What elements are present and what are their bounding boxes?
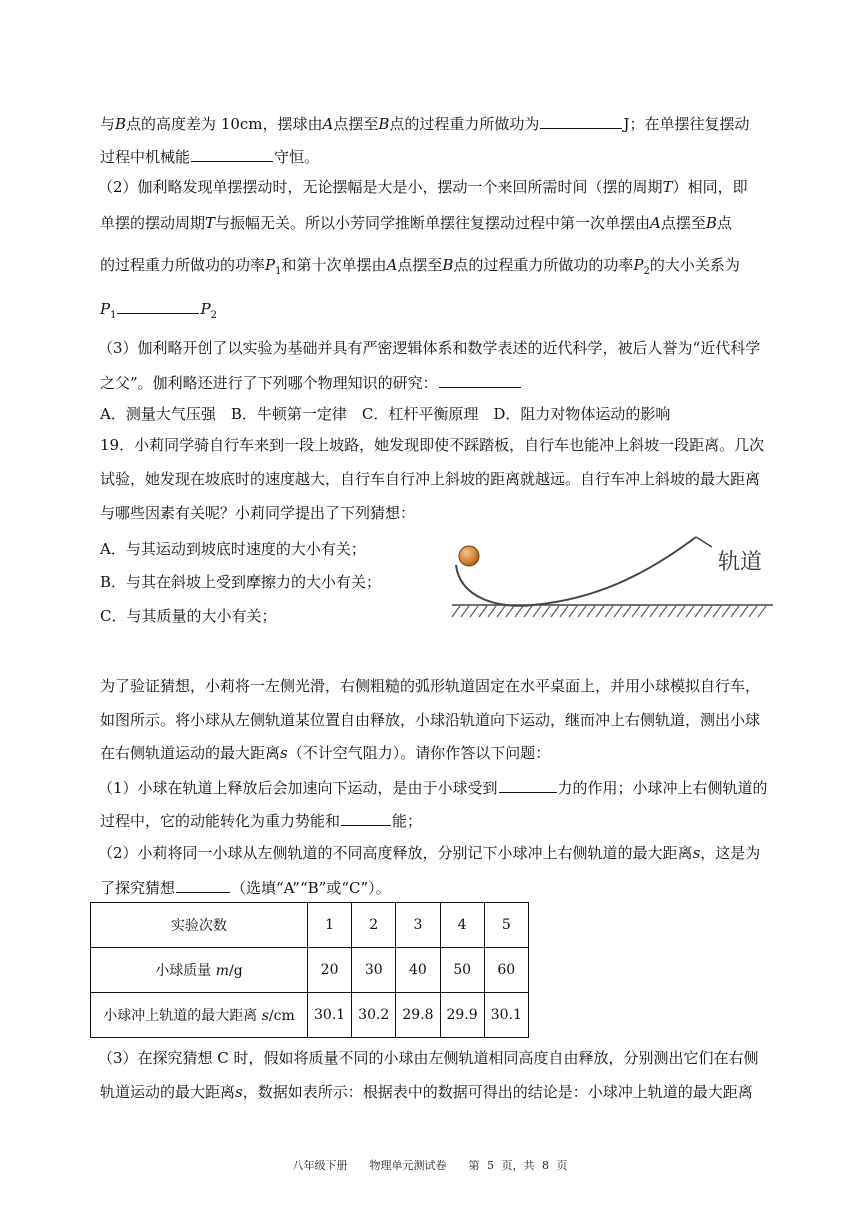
- ball: [459, 546, 479, 566]
- track-label: 轨道: [718, 550, 763, 575]
- table-cell: 2: [352, 903, 396, 948]
- table-row: [91, 903, 529, 948]
- question-19-line-3: 与哪些因素有关呢？小莉同学提出了下列猜想：: [100, 504, 416, 522]
- table-cell: 60: [484, 948, 528, 993]
- question-18-2-line-1: （2）伽利略发现单摆摆动时，无论摆幅是大是小，摆动一个来回所需时间（摆的周期T）相同，即: [98, 178, 748, 196]
- question-18-3-line-1: （3）伽利略开创了以实验为基础并具有严密逻辑体系和数学表述的近代科学，被后人誉为“近代科学: [98, 339, 761, 357]
- table-cell: 1: [308, 903, 352, 948]
- question-18-3-options: A．测量大气压强 B．牛顿第一定律 C．杠杆平衡原理 D．阻力对物体运动的影响: [100, 405, 671, 423]
- question-19-3-line-2: 轨道运动的最大距离s，数据如表所示：根据表中的数据可得出的结论是：小球冲上轨道的最大距离: [100, 1083, 753, 1101]
- question-18-2-line-3: 的过程重力所做功的功率$P_1$和第十次单摆由A点摆至B点的过程重力所做功的功率$P_2$的大小关系为: [100, 256, 740, 277]
- question-19-2-line-2: 了探究猜想 （选填“A”“B”或“C”）。: [100, 876, 391, 898]
- track-figure: [448, 533, 788, 628]
- table-cell: 30.2: [352, 993, 396, 1038]
- hypothesis-a: A．与其运动到坡底时速度的大小有关；: [100, 540, 366, 558]
- table-header-distance: 小球冲上轨道的最大距离 s/cm: [91, 993, 308, 1038]
- experiment-line-2: 如图所示。将小球从左侧轨道某位置自由释放，小球沿轨道向下运动，继而冲上右侧轨道，测出小球: [100, 711, 761, 729]
- question-18-1-line-1: 与B点的高度差为 10cm，摆球由A点摆至B点的过程重力所做功为 J；在单摆往复摆动: [100, 112, 749, 134]
- table-cell: 3: [396, 903, 440, 948]
- table-cell: 30.1: [308, 993, 352, 1038]
- hypothesis-c: C．与其质量的大小有关；: [100, 607, 277, 625]
- experiment-line-3: 在右侧轨道运动的最大距离s（不计空气阻力）。请你作答以下问题：: [100, 744, 551, 762]
- question-19-1-line-1: （1）小球在轨道上释放后会加速向下运动，是由于小球受到 力的作用；小球冲上右侧轨道的: [98, 776, 768, 798]
- table-cell: 29.9: [440, 993, 484, 1038]
- question-18-3-line-2: 之父”。伽利略还进行了下列哪个物理知识的研究：: [100, 371, 522, 393]
- question-18-2-line-4: $P_1$ $P_2$: [100, 297, 217, 326]
- table-cell: 4: [440, 903, 484, 948]
- question-18-2-line-2: 单摆的摆动周期T与振幅无关。所以小芳同学推断单摆往复摆动过程中第一次单摆由A点摆至B点: [100, 214, 732, 232]
- table-row: [91, 948, 529, 993]
- table-cell: 40: [396, 948, 440, 993]
- hypothesis-b: B．与其在斜坡上受到摩擦力的大小有关；: [100, 573, 382, 591]
- answer-blank-hypothesis[interactable]: [176, 876, 230, 893]
- ground-hatching: [452, 606, 766, 617]
- experiment-line-1: 为了验证猜想，小莉将一左侧光滑，右侧粗糙的弧形轨道固定在水平桌面上，并用小球模拟自行车，: [100, 677, 761, 695]
- table-cell: 29.8: [396, 993, 440, 1038]
- table-cell: 30: [352, 948, 396, 993]
- table-cell: 5: [484, 903, 528, 948]
- page-footer: 八年级下册 物理单元测试卷 第 5 页，共 8 页: [292, 1159, 568, 1172]
- answer-blank-galileo[interactable]: [439, 371, 521, 388]
- question-18-1-line-2: 过程中机械能 守恒。: [100, 145, 319, 167]
- question-19-line-1: 19．小莉同学骑自行车来到一段上坡路，她发现即使不踩踏板，自行车也能冲上斜坡一段距离。几次: [100, 436, 765, 454]
- table-cell: 30.1: [484, 993, 528, 1038]
- experiment-table: [90, 902, 529, 1038]
- question-19-3-line-1: （3）在探究猜想 C 时，假如将质量不同的小球由左侧轨道相同高度自由释放，分别测出它们在右侧: [98, 1049, 759, 1067]
- answer-blank-energy-form[interactable]: [341, 809, 391, 826]
- table-header-trial: 实验次数: [91, 903, 308, 948]
- question-19-line-2: 试验，她发现在坡底时的速度越大，自行车自行冲上斜坡的距离就越远。自行车冲上斜坡的最大距离: [100, 470, 761, 488]
- answer-blank-power[interactable]: [117, 297, 199, 314]
- track-pointer-line: [696, 537, 712, 547]
- table-row: [91, 993, 529, 1038]
- answer-blank-work[interactable]: [540, 112, 622, 129]
- arc-track: [456, 537, 696, 606]
- answer-blank-force[interactable]: [499, 776, 557, 793]
- table-cell: 50: [440, 948, 484, 993]
- question-19-2-line-1: （2）小莉将同一小球从左侧轨道的不同高度释放，分别记下小球冲上右侧轨道的最大距离s，这是为: [98, 844, 761, 862]
- table-header-mass: 小球质量 m/g: [91, 948, 308, 993]
- answer-blank-energy[interactable]: [191, 145, 273, 162]
- question-19-1-line-2: 过程中，它的动能转化为重力势能和 能；: [100, 809, 422, 831]
- table-cell: 20: [308, 948, 352, 993]
